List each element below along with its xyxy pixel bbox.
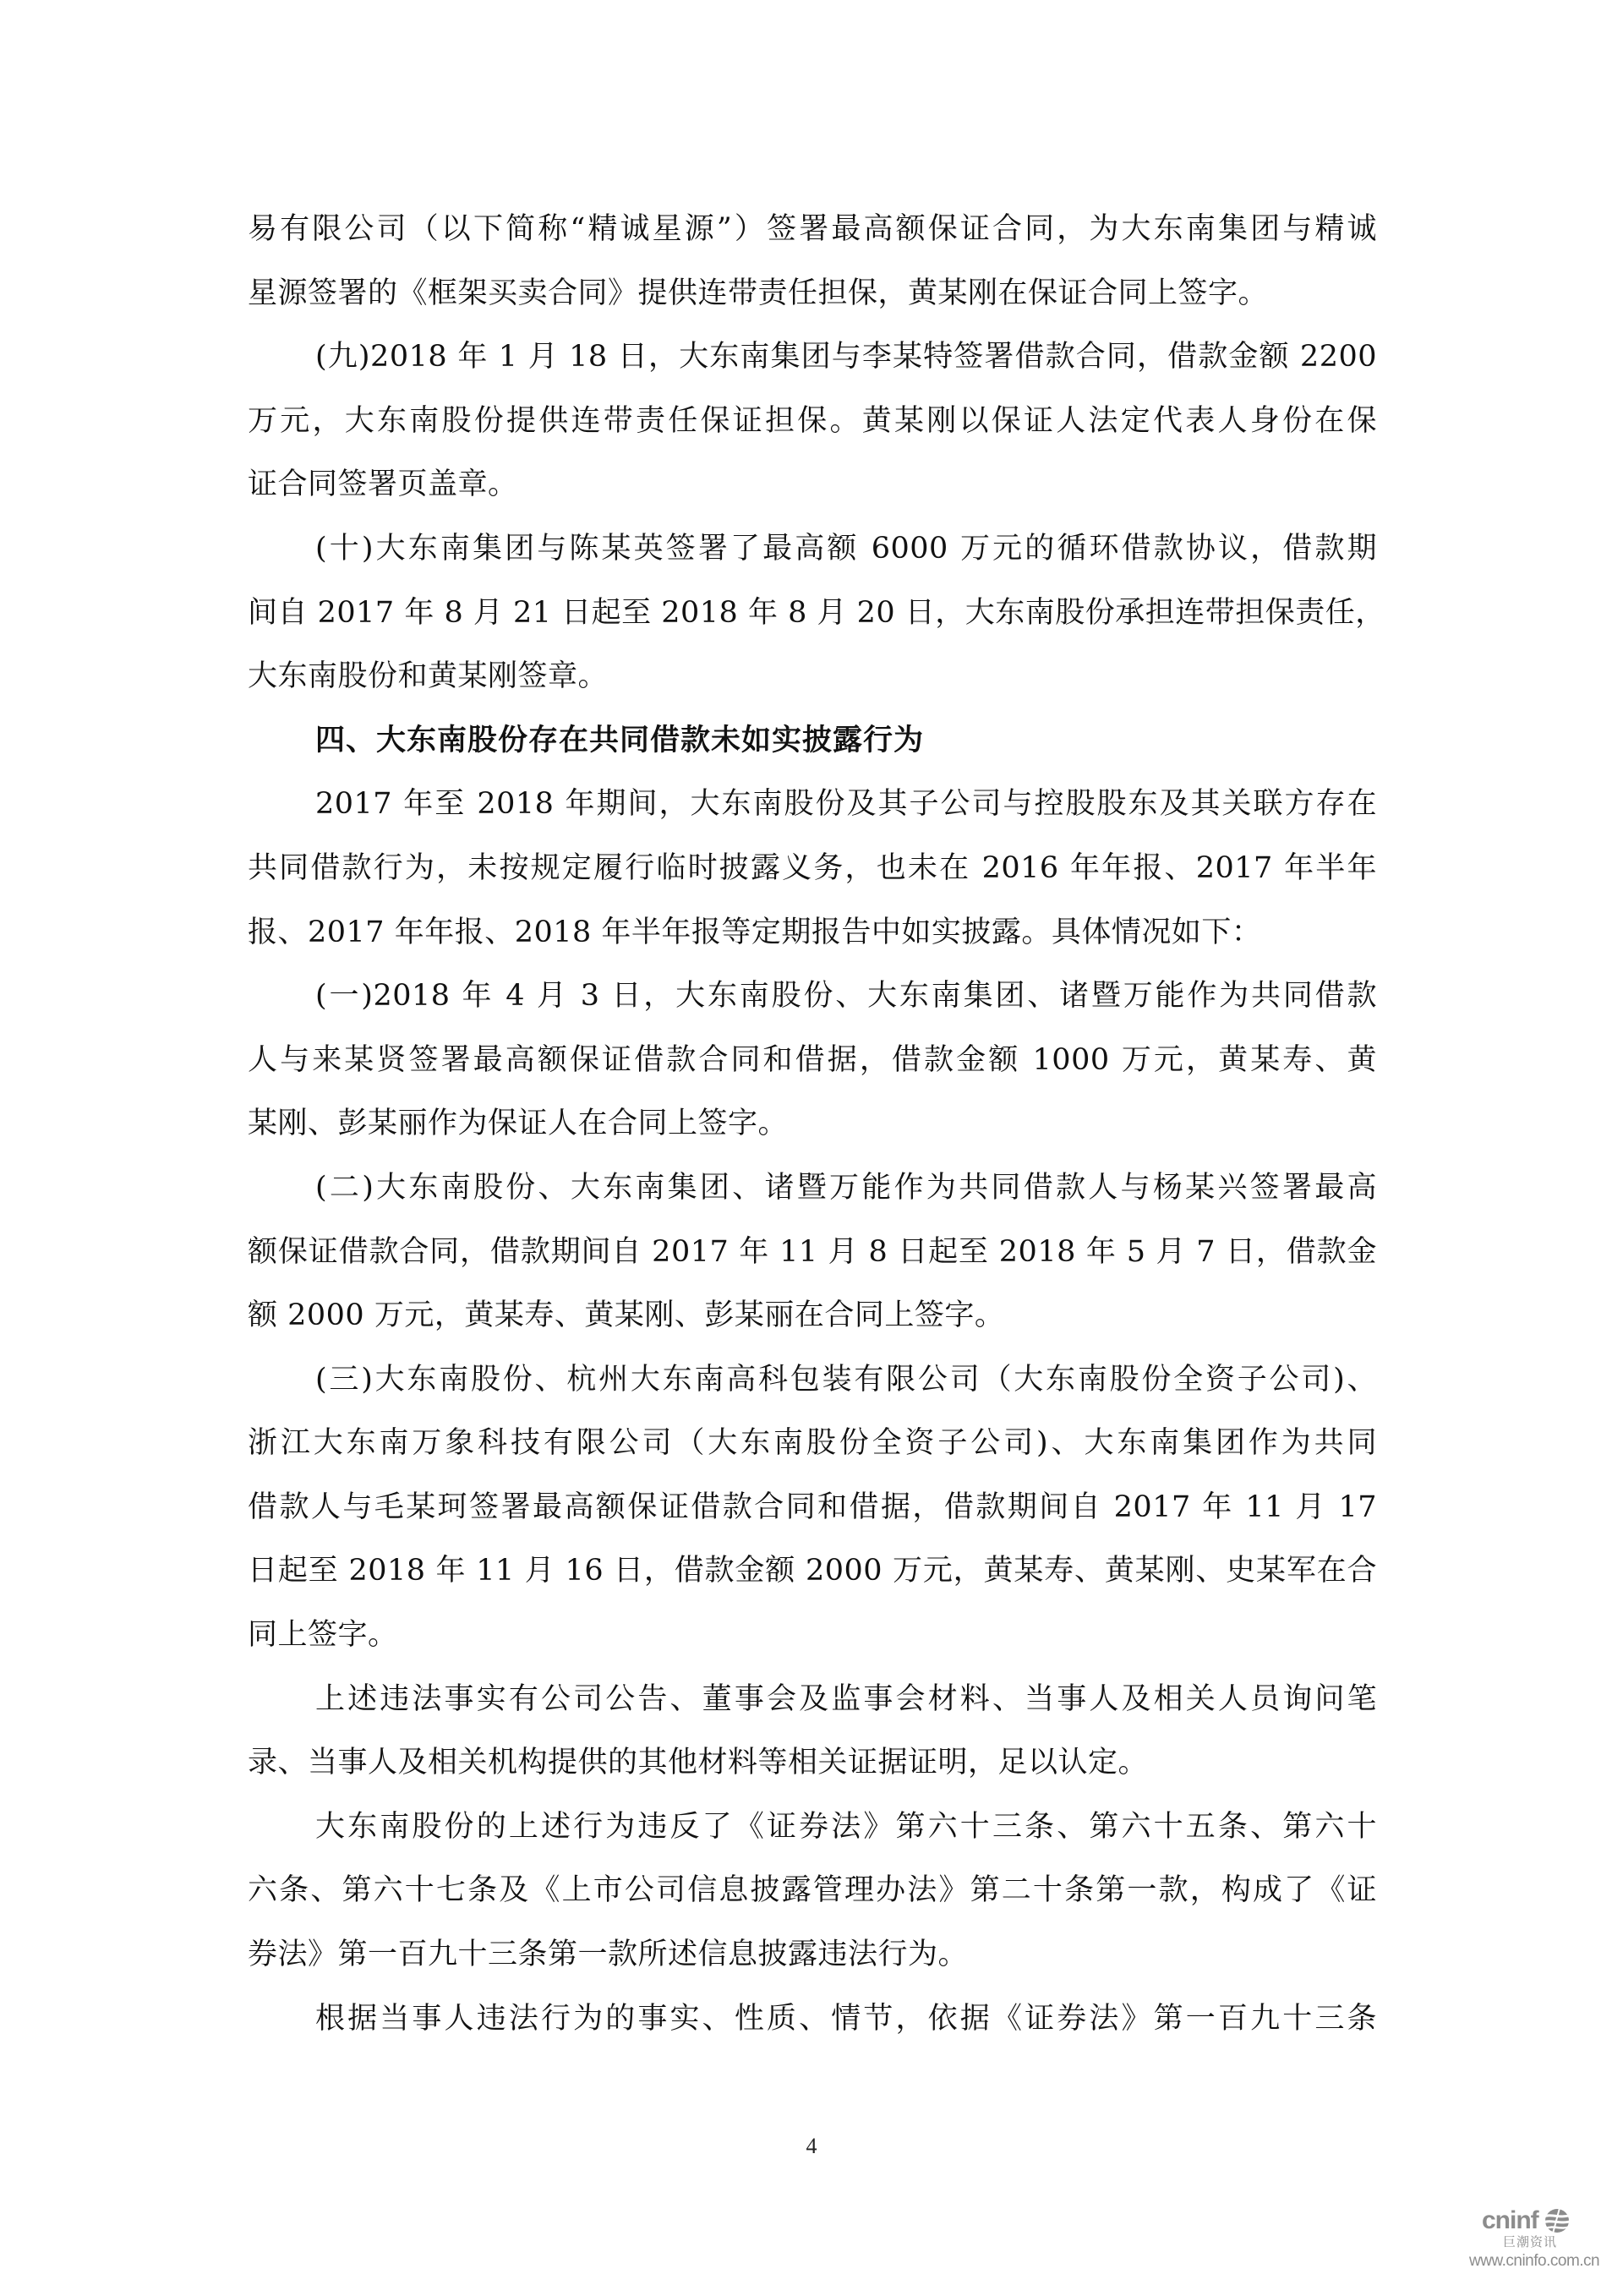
text-line: (十)大东南集团与陈某英签署了最高额 6000 万元的循环借款协议，借款期 <box>315 531 1377 566</box>
logo-brand-text: cninf <box>1482 2206 1538 2234</box>
text-line: 某刚、彭某丽作为保证人在合同上签字。 <box>248 1107 789 1141</box>
text-line: 人与来某贤签署最高额保证借款合同和借据，借款金额 1000 万元，黄某寿、黄 <box>248 1042 1377 1077</box>
text-line: 券法》第一百九十三条第一款所述信息披露违法行为。 <box>248 1938 969 1972</box>
text-line: 报、2017 年年报、2018 年半年报等定期报告中如实披露。具体情况如下： <box>248 915 1262 949</box>
text-line: 2017 年至 2018 年期间，大东南股份及其子公司与控股股东及其关联方存在 <box>315 787 1377 822</box>
text-line: 录、当事人及相关机构提供的其他材料等相关证据证明，足以认定。 <box>248 1746 1149 1780</box>
text-line: 易有限公司（以下简称“精诚星源”）签署最高额保证合同，为大东南集团与精诚 <box>248 212 1377 246</box>
text-line: 间自 2017 年 8 月 21 日起至 2018 年 8 月 20 日，大东南股份承担连带担保责任， <box>248 595 1385 630</box>
text-line: 证合同签署页盖章。 <box>248 467 518 502</box>
text-line: 上述违法事实有公司公告、董事会及监事会材料、当事人及相关人员询问笔 <box>315 1681 1377 1716</box>
text-line: 星源签署的《框架买卖合同》提供连带责任担保，黄某刚在保证合同上签字。 <box>248 276 1269 310</box>
text-line: 额保证借款合同，借款期间自 2017 年 11 月 8 日起至 2018 年 5 月 7 日，借款金 <box>248 1234 1377 1269</box>
text-line: 额 2000 万元，黄某寿、黄某刚、彭某丽在合同上签字。 <box>248 1298 1005 1333</box>
cninfo-watermark-logo <box>1467 2201 1620 2272</box>
text-line: (三)大东南股份、杭州大东南高科包装有限公司（大东南股份全资子公司)、 <box>315 1362 1377 1397</box>
text-line: 大东南股份的上述行为违反了《证券法》第六十三条、第六十五条、第六十 <box>315 1809 1377 1844</box>
text-line: (九)2018 年 1 月 18 日，大东南集团与李某特签署借款合同，借款金额 2200 <box>315 340 1377 374</box>
logo-chinese-name: 巨潮资讯 <box>1503 2234 1558 2250</box>
logo-top-row <box>1482 2208 1573 2233</box>
text-line: 同上签字。 <box>248 1618 398 1653</box>
text-line: 六条、第六十七条及《上市公司信息披露管理办法》第二十条第一款，构成了《证 <box>248 1873 1377 1908</box>
document-body <box>248 198 1385 2051</box>
text-line: 借款人与毛某珂签署最高额保证借款合同和借据，借款期间自 2017 年 11 月 17 <box>248 1490 1377 1524</box>
text-line: 万元，大东南股份提供连带责任保证担保。黄某刚以保证人法定代表人身份在保 <box>248 403 1377 438</box>
text-line: (二)大东南股份、大东南集团、诸暨万能作为共同借款人与杨某兴签署最高 <box>315 1170 1377 1205</box>
globe-icon <box>1541 2207 1573 2234</box>
text-line: 共同借款行为，未按规定履行临时披露义务，也未在 2016 年年报、2017 年半年 <box>248 850 1377 885</box>
text-line: (一)2018 年 4 月 3 日，大东南股份、大东南集团、诸暨万能作为共同借款 <box>315 979 1377 1014</box>
section-heading: 四、大东南股份存在共同借款未如实披露行为 <box>315 723 925 757</box>
text-line: 根据当事人违法行为的事实、性质、情节，依据《证券法》第一百九十三条 <box>315 2001 1377 2036</box>
page-number: 4 <box>806 2134 817 2158</box>
text-line: 浙江大东南万象科技有限公司（大东南股份全资子公司)、大东南集团作为共同 <box>248 1426 1377 1461</box>
logo-url: www.cninfo.com.cn <box>1469 2252 1600 2270</box>
text-line: 大东南股份和黄某刚签章。 <box>248 659 609 694</box>
text-line: 日起至 2018 年 11 月 16 日，借款金额 2000 万元，黄某寿、黄某刚、史某军在合 <box>248 1554 1377 1588</box>
